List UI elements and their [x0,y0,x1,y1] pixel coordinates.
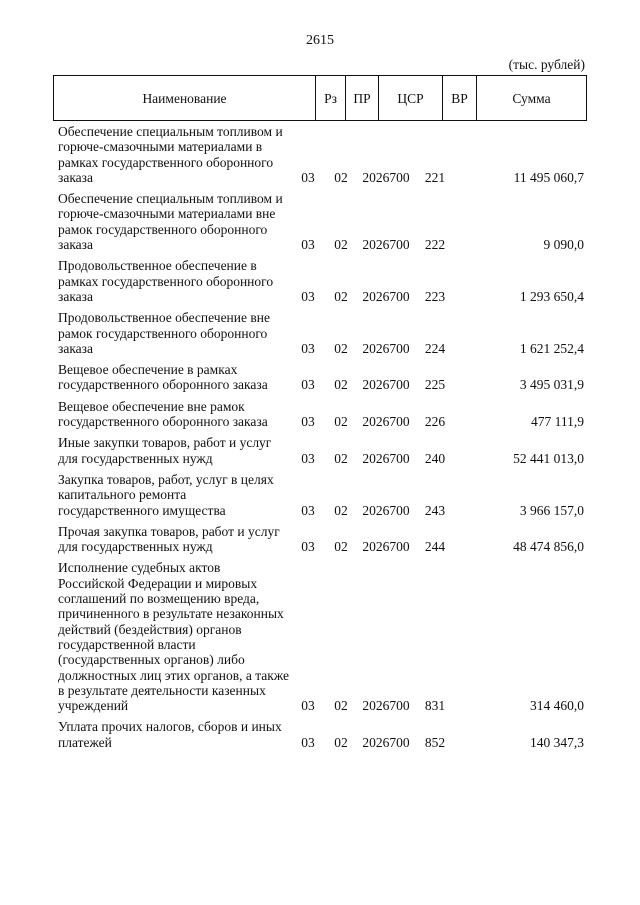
row-name-line: государственного оборонного заказа [58,377,268,393]
cell-pr: 02 [334,169,348,185]
table-row [58,472,588,518]
table-row [58,258,588,304]
row-name-line: заказа [58,169,93,185]
row-name-line: рамках государственного оборонного [58,273,274,289]
table-row [58,524,588,555]
row-name-line: Вещевое обеспечение в рамках [58,362,238,378]
table-row [58,435,588,466]
cell-rz: 03 [301,734,315,750]
cell-pr: 02 [334,340,348,356]
cell-rz: 03 [301,698,315,714]
header-sum: Сумма [512,91,551,106]
cell-vr: 222 [424,237,446,253]
cell-csr: 2026700 [362,237,410,253]
row-name-line: Продовольственное обеспечение вне [58,310,270,326]
cell-sum: 11 495 060,7 [513,169,584,185]
cell-sum: 1 293 650,4 [519,288,584,304]
cell-vr: 244 [424,539,446,555]
row-codes [58,698,588,713]
cell-rz: 03 [301,340,315,356]
cell-vr: 223 [424,288,446,304]
table-row [58,399,588,430]
cell-rz: 03 [301,502,315,518]
cell-pr: 02 [334,539,348,555]
row-name-line: Вещевое обеспечение вне рамок [58,398,245,414]
row-name-line: Уплата прочих налогов, сборов и иных [58,719,282,735]
cell-csr: 2026700 [362,450,410,466]
header-csr: ЦСР [379,76,443,120]
header-pr: ПР [346,76,379,120]
row-name-line: государственного имущества [58,502,226,518]
table-header [53,75,587,121]
cell-pr: 02 [334,734,348,750]
row-codes [58,377,588,392]
table-row [58,362,588,393]
row-name-line: для государственных нужд [58,450,213,466]
cell-csr: 2026700 [362,340,410,356]
row-codes [58,289,588,304]
row-codes [58,414,588,429]
row-name-line: Продовольственное обеспечение в [58,258,257,274]
table-row [58,560,588,713]
cell-sum: 140 347,3 [530,734,584,750]
cell-sum: 1 621 252,4 [519,340,584,356]
cell-pr: 02 [334,502,348,518]
table-row [58,719,588,750]
row-codes [58,735,588,750]
cell-vr: 226 [424,414,446,430]
row-name-line: капитального ремонта [58,487,187,503]
row-name-line: соглашений по возмещению вреда, [58,591,260,607]
table-row [58,124,588,185]
header-rz: Рз [316,76,346,120]
row-codes [58,170,588,185]
cell-sum: 9 090,0 [543,237,584,253]
row-name-line: учреждений [58,698,129,714]
cell-pr: 02 [334,698,348,714]
cell-rz: 03 [301,237,315,253]
row-name [58,560,316,713]
cell-rz: 03 [301,288,315,304]
cell-rz: 03 [301,450,315,466]
row-name-line: государственного оборонного заказа [58,414,268,430]
row-name-line: Исполнение судебных актов [58,560,221,576]
cell-rz: 03 [301,377,315,393]
row-name-line: заказа [58,340,93,356]
row-name-line: рамках государственного оборонного [58,154,274,170]
cell-pr: 02 [334,377,348,393]
row-name-line: Иные закупки товаров, работ и услуг [58,435,272,451]
units-label: (тыс. рублей) [508,57,585,72]
cell-rz: 03 [301,169,315,185]
row-codes [58,341,588,356]
cell-vr: 852 [424,734,446,750]
row-name-line: Закупка товаров, работ, услуг в целях [58,471,274,487]
cell-vr: 221 [424,169,446,185]
row-name-line: платежей [58,734,112,750]
cell-csr: 2026700 [362,414,410,430]
row-name-line: причиненного в результате незаконных [58,606,284,622]
cell-csr: 2026700 [362,377,410,393]
cell-pr: 02 [334,288,348,304]
cell-sum: 52 441 013,0 [513,450,584,466]
cell-pr: 02 [334,237,348,253]
row-name-line: рамок государственного оборонного [58,221,268,237]
cell-csr: 2026700 [362,698,410,714]
row-name-line: горюче-смазочными материалами в [58,139,263,155]
row-name-line: заказа [58,288,93,304]
cell-csr: 2026700 [362,288,410,304]
cell-sum: 3 966 157,0 [519,502,584,518]
row-name-line: горюче-смазочными материалами вне [58,206,276,222]
row-codes [58,539,588,554]
row-name-line: заказа [58,237,93,253]
cell-vr: 225 [424,377,446,393]
cell-pr: 02 [334,450,348,466]
cell-csr: 2026700 [362,539,410,555]
row-codes [58,451,588,466]
cell-sum: 3 495 031,9 [519,377,584,393]
row-codes [58,503,588,518]
cell-vr: 240 [424,450,446,466]
cell-sum: 314 460,0 [530,698,584,714]
cell-rz: 03 [301,539,315,555]
row-name-line: рамок государственного оборонного [58,325,268,341]
row-name-line: действий (бездействия) органов [58,621,242,637]
row-codes [58,237,588,252]
cell-csr: 2026700 [362,169,410,185]
cell-vr: 831 [424,698,446,714]
header-name: Наименование [54,76,316,120]
header-vr: ВР [443,76,477,120]
cell-pr: 02 [334,414,348,430]
cell-sum: 48 474 856,0 [513,539,584,555]
table-row [58,191,588,252]
row-name-line: Обеспечение специальным топливом и [58,124,283,139]
table-body [58,124,588,756]
row-name-line: Прочая закупка товаров, работ и услуг [58,523,280,539]
cell-sum: 477 111,9 [531,414,584,430]
page-number: 2615 [306,33,334,48]
cell-vr: 243 [424,502,446,518]
row-name-line: в результате деятельности казенных [58,682,266,698]
cell-csr: 2026700 [362,734,410,750]
row-name-line: Российской Федерации и мировых [58,575,258,591]
cell-csr: 2026700 [362,502,410,518]
row-name-line: Обеспечение специальным топливом и [58,191,283,207]
row-name-line: должностных лиц этих органов, а также [58,667,289,683]
row-name-line: (государственных органов) либо [58,652,245,668]
cell-rz: 03 [301,414,315,430]
row-name-line: государственной власти [58,636,196,652]
cell-vr: 224 [424,340,446,356]
row-name-line: для государственных нужд [58,539,213,555]
table-row [58,310,588,356]
